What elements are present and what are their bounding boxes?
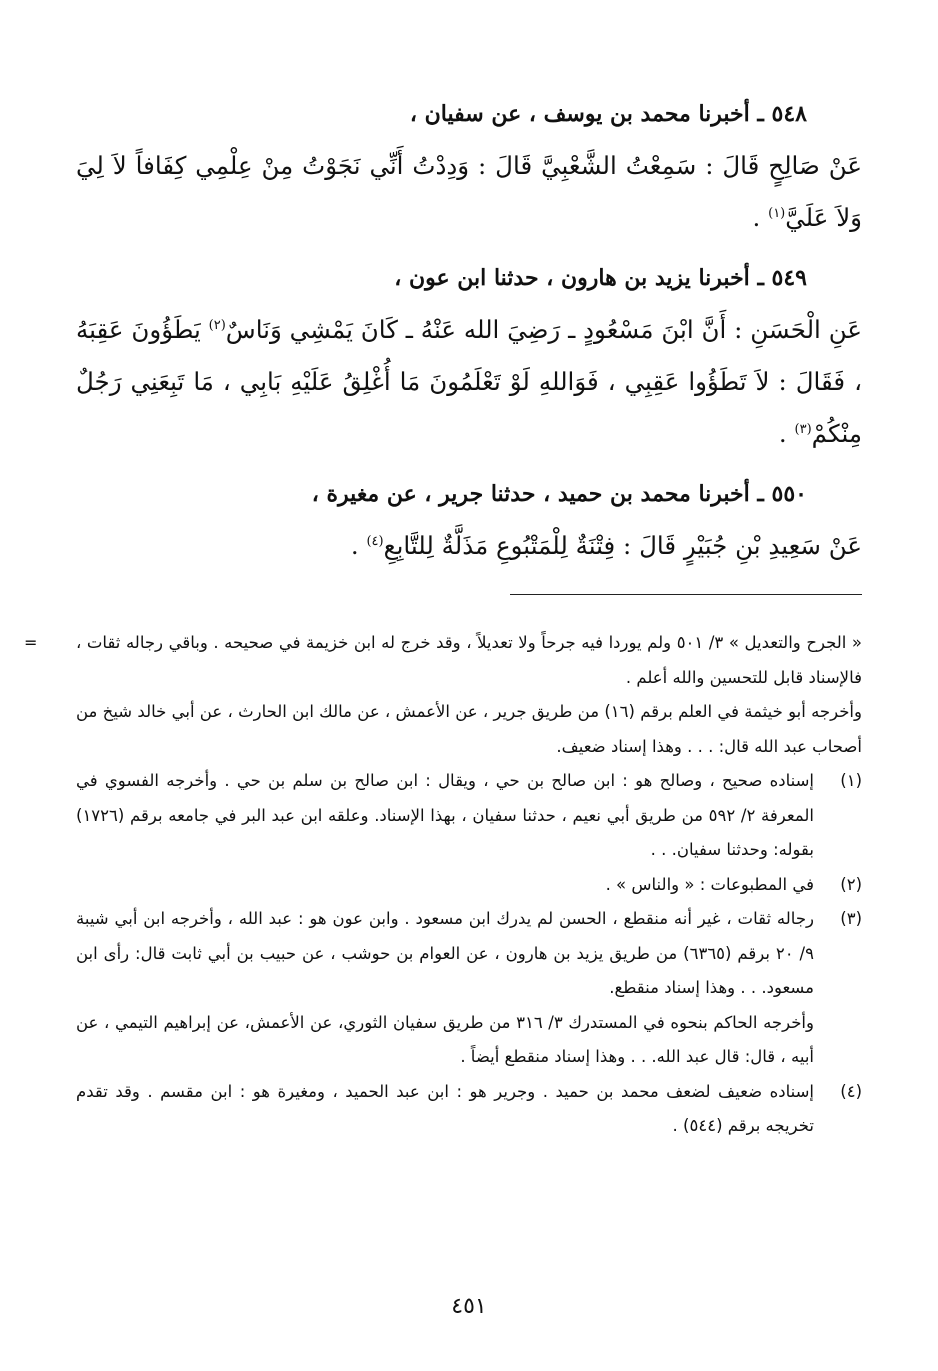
hadith-549-matn — [76, 304, 862, 460]
footnote-ref-4[interactable]: (٤) — [366, 533, 384, 549]
footnote-4 — [76, 1075, 862, 1144]
hadith-549-text-a: عَنِ الْحَسَنِ : أَنَّ ابْنَ مَسْعُودٍ ـ رَضِيَ الله عَنْهُ ـ كَانَ يَمْشِي وَنَاسٌ — [225, 315, 862, 344]
footnote-body — [76, 868, 814, 903]
main-text — [76, 88, 862, 572]
footnote-para: وأخرجه الحاكم بنحوه في المستدرك ٣/ ٣١٦ من طريق سفيان الثوري، عن الأعمش، عن إبراهيم التيمي ، عن أبيه ، قال: قال عبد الله. . . وهذا إسناد منقطع أيضاً . — [76, 1012, 814, 1066]
hadith-549-end: . — [778, 419, 795, 448]
hadith-550-end: . — [350, 531, 367, 560]
footnote-para: إسناده ضعيف لضعف محمد بن حميد . وجرير هو : ابن عبد الحميد ، ومغيرة هو : ابن مقسم . وقد تقدم تخريجه برقم (٥٤٤) . — [76, 1081, 814, 1135]
footnote-label: (١) — [840, 771, 862, 790]
footnote-label: (٤) — [840, 1081, 862, 1101]
footnotes — [24, 626, 862, 1144]
continuation-mark: = — [24, 633, 38, 652]
footnote-continuation-para-2: وأخرجه أبو خيثمة في العلم برقم (١٦) من طريق جرير ، عن الأعمش ، عن مالك ابن الحارث ، عن أبي خالد شيخ من أصحاب عبد الله قال: . . . وهذا إسناد ضعيف. — [76, 702, 862, 756]
footnote-para: إسناده صحيح ، وصالح هو : ابن صالح بن حي ، ويقال : ابن صالح بن سلم بن حي . وأخرجه الفسوي في المعرفة ٢/ ٥٩٢ من طريق أبي نعيم ، حدثنا سفيان ، بهذا الإسناد. وعلقه ابن عبد البر في جامعه برقم (١٧٢٦) بقوله: وحدثنا سفيان. . . — [76, 771, 814, 859]
footnote-ref-3[interactable]: (٣) — [794, 421, 812, 437]
hadith-549-isnad: ٥٤٩ ـ أخبرنا يزيد بن هارون ، حدثنا ابن عون ، — [394, 265, 807, 291]
footnote-ref-2[interactable]: (٢) — [208, 317, 226, 333]
footnote-ref-1[interactable]: (١) — [768, 205, 786, 221]
hadith-548-text: عَنْ صَالِحٍ قَالَ : سَمِعْتُ الشَّعْبِيَّ قَالَ : وَدِدْتُ أَنِّي نَجَوْتُ مِنْ عِلْمِي كِفَافاً لاَ لِيَ وَلاَ عَلَيَّ — [76, 151, 862, 232]
footnote-2 — [76, 868, 862, 903]
hadith-550-isnad: ٥٥٠ ـ أخبرنا محمد بن حميد ، حدثنا جرير ، عن مغيرة ، — [311, 481, 807, 507]
hadith-548-matn — [76, 140, 862, 244]
hadith-549-text-b: يَطَؤُونَ عَقِبَهُ ، فَقَالَ : لاَ تَطَؤُوا عَقِبِي ، فَوَاللهِ لَوْ تَعْلَمُونَ مَا أُغْلِقُ عَلَيْهِ بَابِي ، مَا تَبِعَنِي رَجُلٌ مِنْكُمْ — [76, 315, 862, 448]
footnote-1 — [76, 764, 862, 868]
hadith-548-end: . — [752, 203, 769, 232]
footnote-para: في المطبوعات : « والناس » . — [605, 874, 814, 894]
footnote-continuation-para-1: « الجرح والتعديل » ٣/ ٥٠١ ولم يوردا فيه جرحاً ولا تعديلاً ، وقد خرج له ابن خزيمة في صحيحه . وباقي رجاله ثقات ، فالإسناد قابل للتحسين والله أعلم . — [76, 633, 862, 687]
footnote-body — [76, 1075, 814, 1144]
footnote-label: (٢) — [840, 874, 862, 894]
hadith-550-matn — [76, 520, 862, 572]
footnote-continuation-body — [76, 626, 862, 764]
page-number: ٤٥١ — [451, 1294, 487, 1319]
footnote-para: رجاله ثقات ، غير أنه منقطع ، الحسن لم يدرك ابن مسعود . وابن عون هو : عبد الله ، وأخرجه ابن أبي شيبة ٩/ ٢٠ برقم (٦٣٦٥) من طريق يزيد بن هارون ، عن العوام بن حوشب ، عن حبيب بن أبي ثابت قال: رأى ابن مسعود. . . وهذا إسناد منقطع. — [76, 909, 814, 997]
page-content — [24, 88, 862, 1371]
footnote-body — [76, 764, 814, 868]
footnote-3 — [76, 902, 862, 1075]
hadith-550-text: عَنْ سَعِيدِ بْنِ جُبَيْرٍ قَالَ : فِتْنَةٌ لِلْمَتْبُوعِ مَذَلَّةٌ لِلتَّابِعِ — [383, 531, 862, 560]
hadith-548-isnad: ٥٤٨ ـ أخبرنا محمد بن يوسف ، عن سفيان ، — [409, 101, 807, 127]
footnote-body — [76, 902, 814, 1075]
footnote-continuation — [24, 626, 862, 764]
footnote-label: (٣) — [840, 909, 862, 928]
footnote-separator — [510, 594, 862, 595]
